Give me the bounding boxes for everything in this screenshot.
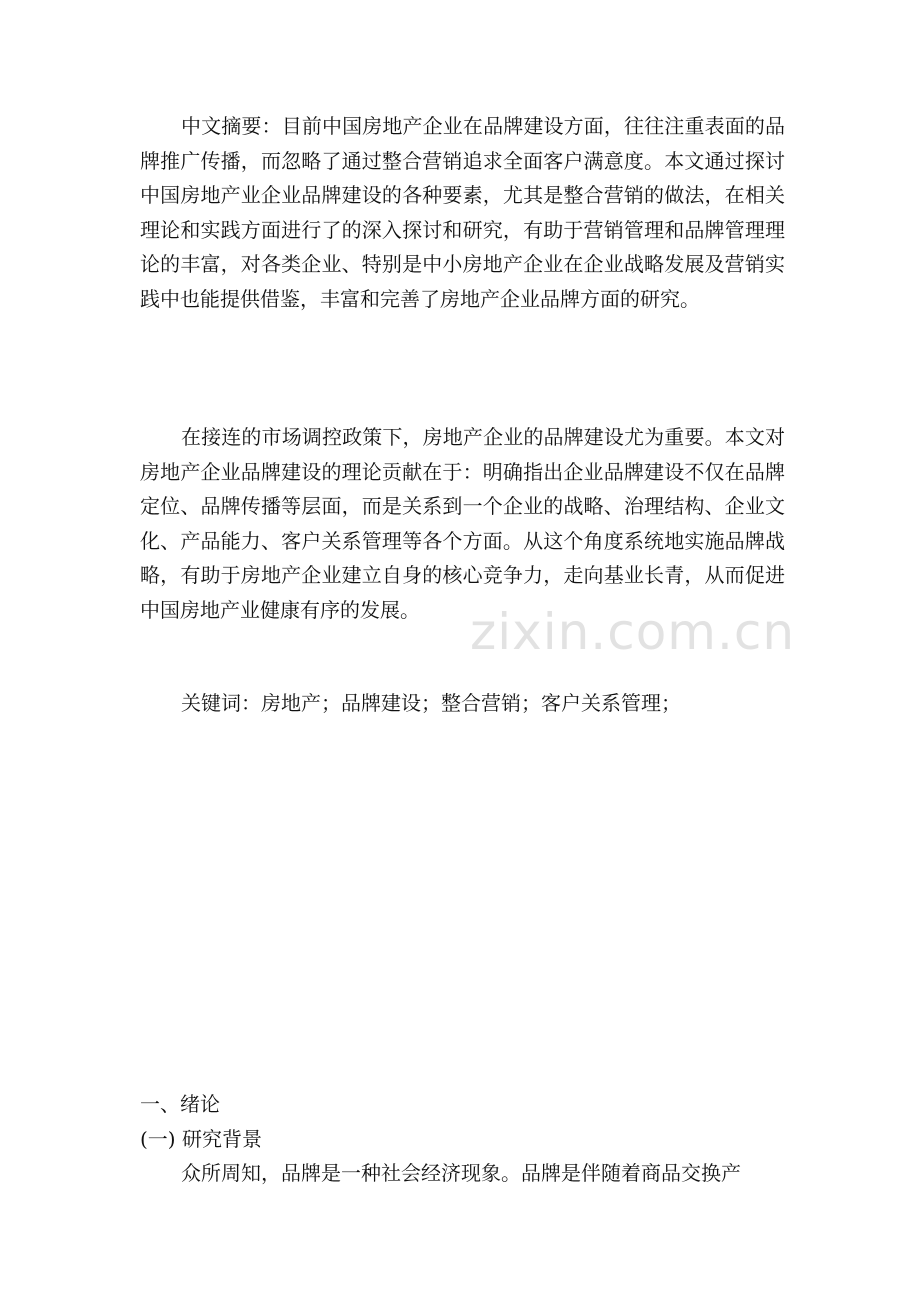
- section-heading: 一、绪论: [140, 1092, 220, 1116]
- body-paragraph: 众所周知，品牌是一种社会经济现象。品牌是伴随着商品交换产: [181, 1161, 741, 1185]
- abstract-paragraph: 中文摘要：目前中国房地产企业在品牌建设方面，往往注重表面的品牌推广传播，而忽略了通过整合营销追求全面客户满意度。本文通过探讨中国房地产业企业品牌建设的各种要素，尤其是整合营销的做法，在相关理论和实践方面进行了的深入探讨和研究，有助于营销管理和品牌管理理论的丰富，对各类企业、特别是中小房地产企业在企业战略发展及营销实践中也能提供借鉴，丰富和完善了房地产企业品牌方面的研究。: [140, 114, 785, 311]
- subsection-heading: (一) 研究背景: [140, 1127, 262, 1151]
- watermark-text: zixin.com.cn: [470, 603, 796, 661]
- contribution-paragraph: 在接连的市场调控政策下，房地产企业的品牌建设尤为重要。本文对房地产企业品牌建设的理论贡献在于：明确指出企业品牌建设不仅在品牌定位、品牌传播等层面，而是关系到一个企业的战略、治理结构、企业文化、产品能力、客户关系管理等各个方面。从这个角度系统地实施品牌战略，有助于房地产企业建立自身的核心竞争力，走向基业长青，从而促进中国房地产业健康有序的发展。: [140, 425, 785, 622]
- keywords-line: 关键词：房地产；品牌建设；整合营销；客户关系管理；: [181, 691, 681, 715]
